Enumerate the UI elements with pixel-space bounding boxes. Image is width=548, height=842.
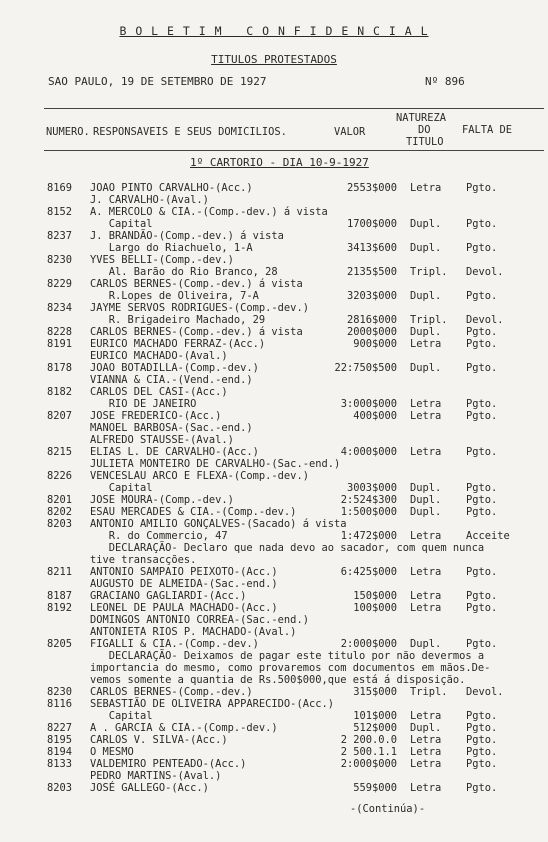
record-nature: Dupl. xyxy=(410,290,442,302)
record-value: 6:425$000 xyxy=(340,566,397,578)
record-number: 8207 xyxy=(47,410,73,422)
record-text: ALFREDO STAUSSE-(Aval.) xyxy=(90,434,234,446)
record-number: 8203 xyxy=(47,782,73,794)
record-value: 400$000 xyxy=(353,410,397,422)
record-value: 2000$000 xyxy=(346,326,397,338)
record-falta: Devol. xyxy=(466,314,504,326)
record-falta: Pgto. xyxy=(466,410,498,422)
record-number: 8228 xyxy=(47,326,73,338)
record-text: ANTONIETA RIOS P. MACHADO-(Aval.) xyxy=(90,626,297,638)
record-number: 8234 xyxy=(47,302,73,314)
record-value: 2 200.0.0 xyxy=(340,734,397,746)
record-number: 8178 xyxy=(47,362,73,374)
record-text: Capital xyxy=(90,218,153,230)
record-number: 8195 xyxy=(47,734,73,746)
record-falta: Pgto. xyxy=(466,638,498,650)
record-text: SEBASTIÃO DE OLIVEIRA APPARECIDO-(Acc.) xyxy=(90,698,334,710)
record-text: CARLOS DEL CASI-(Acc.) xyxy=(90,386,228,398)
record-number: 8201 xyxy=(47,494,73,506)
record-value: 100$000 xyxy=(353,602,397,614)
record-number: 8205 xyxy=(47,638,73,650)
record-text: CARLOS BERNES-(Comp.-dev.) á vista xyxy=(90,278,303,290)
record-falta: Pgto. xyxy=(466,782,498,794)
record-nature: Letra xyxy=(410,746,442,758)
record-text: R. do Commercio, 47 xyxy=(90,530,228,542)
record-number: 8191 xyxy=(47,338,73,350)
record-text: FIGALLI & CIA.-(Comp.-dev.) xyxy=(90,638,259,650)
record-nature: Dupl. xyxy=(410,362,442,374)
record-text: vemos somente a quantia de Rs.500$000,que está á disposição. xyxy=(90,674,466,686)
record-number: 8230 xyxy=(47,686,73,698)
record-value: 900$000 xyxy=(353,338,397,350)
record-text: ELIAS L. DE CARVALHO-(Acc.) xyxy=(90,446,259,458)
record-text: CARLOS BERNES-(Comp.-dev.) á vista xyxy=(90,326,303,338)
record-text: O MESMO xyxy=(90,746,134,758)
record-value: 2:000$000 xyxy=(340,638,397,650)
record-text: ESAU MERCADES & CIA.-(Comp.-dev.) xyxy=(90,506,297,518)
record-nature: Letra xyxy=(410,338,442,350)
section-title: 1º CARTORIO - DIA 10-9-1927 xyxy=(190,156,369,169)
record-value: 101$000 xyxy=(353,710,397,722)
record-number: 8116 xyxy=(47,698,73,710)
record-text: CARLOS BERNES-(Comp.-dev.) xyxy=(90,686,253,698)
record-number: 8192 xyxy=(47,602,73,614)
record-falta: Pgto. xyxy=(466,182,498,194)
record-nature: Letra xyxy=(410,734,442,746)
record-falta: Pgto. xyxy=(466,758,498,770)
header-rule-top xyxy=(44,108,544,109)
record-text: PEDRO MARTINS-(Aval.) xyxy=(90,770,222,782)
record-nature: Letra xyxy=(410,782,442,794)
record-value: 3:000$000 xyxy=(340,398,397,410)
record-text: R. Brigadeiro Machado, 29 xyxy=(90,314,266,326)
record-falta: Devol. xyxy=(466,266,504,278)
record-number: 8215 xyxy=(47,446,73,458)
record-number: 8203 xyxy=(47,518,73,530)
record-number: 8226 xyxy=(47,470,73,482)
record-number: 8211 xyxy=(47,566,73,578)
record-text: Largo do Riachuelo, 1-A xyxy=(90,242,253,254)
record-text: GRACIANO GAGLIARDI-(Acc.) xyxy=(90,590,247,602)
record-nature: Dupl. xyxy=(410,722,442,734)
record-text: tive transacções. xyxy=(90,554,197,566)
record-number: 8133 xyxy=(47,758,73,770)
header-rule-bottom xyxy=(44,150,544,151)
record-nature: Tripl. xyxy=(410,686,448,698)
record-nature: Dupl. xyxy=(410,242,442,254)
record-text: J. CARVALHO-(Aval.) xyxy=(90,194,209,206)
record-text: Al. Barão do Rio Branco, 28 xyxy=(90,266,278,278)
record-nature: Tripl. xyxy=(410,314,448,326)
record-value: 512$000 xyxy=(353,722,397,734)
record-text: ANTONIO AMILIO GONÇALVES-(Sacado) á vista xyxy=(90,518,347,530)
record-text: EURICO MACHADO FERRAZ-(Acc.) xyxy=(90,338,266,350)
record-falta: Pgto. xyxy=(466,338,498,350)
record-value: 22:750$500 xyxy=(334,362,397,374)
record-nature: Letra xyxy=(410,566,442,578)
record-number: 8169 xyxy=(47,182,73,194)
record-falta: Pgto. xyxy=(466,494,498,506)
record-value: 3203$000 xyxy=(346,290,397,302)
record-text: ANTONIO SAMPAIO PEIXOTO-(Acc.) xyxy=(90,566,278,578)
record-nature: Letra xyxy=(410,758,442,770)
record-text: importancia do mesmo, como provaremos com documentos em mãos.De- xyxy=(90,662,491,674)
record-text: VALDEMIRO PENTEADO-(Acc.) xyxy=(90,758,247,770)
column-header-numero: NUMERO. xyxy=(46,126,90,138)
record-nature: Dupl. xyxy=(410,638,442,650)
record-nature: Letra xyxy=(410,410,442,422)
record-text: Capital xyxy=(90,482,153,494)
subtitle: TITULOS PROTESTADOS xyxy=(211,53,337,66)
record-text: AUGUSTO DE ALMEIDA-(Sac.-end.) xyxy=(90,578,278,590)
record-nature: Dupl. xyxy=(410,506,442,518)
record-value: 2:524$300 xyxy=(340,494,397,506)
record-text: VIANNA & CIA.-(Vend.-end.) xyxy=(90,374,253,386)
record-number: 8202 xyxy=(47,506,73,518)
record-number: 8229 xyxy=(47,278,73,290)
record-text: JOSÉ GALLEGO-(Acc.) xyxy=(90,782,209,794)
record-text: Capital xyxy=(90,710,153,722)
record-value: 3413$600 xyxy=(346,242,397,254)
record-text: DECLARAÇÃO- Deixamos de pagar este titulo por não devermos a xyxy=(90,650,485,662)
record-falta: Pgto. xyxy=(466,506,498,518)
record-text: MANOEL BARBOSA-(Sac.-end.) xyxy=(90,422,253,434)
record-text: A . GARCIA & CIA.-(Comp.-dev.) xyxy=(90,722,278,734)
record-nature: Dupl. xyxy=(410,482,442,494)
record-text: CARLOS V. SILVA-(Acc.) xyxy=(90,734,228,746)
column-header-valor: VALOR xyxy=(334,126,366,138)
record-value: 4:000$000 xyxy=(340,446,397,458)
record-falta: Pgto. xyxy=(466,482,498,494)
column-header-natureza-1: NATUREZA xyxy=(396,112,447,124)
record-value: 2553$000 xyxy=(346,182,397,194)
record-nature: Dupl. xyxy=(410,218,442,230)
bulletin-title: B O L E T I M C O N F I D E N C I A L xyxy=(119,24,429,38)
bulletin-number: Nº 896 xyxy=(425,75,465,88)
record-number: 8187 xyxy=(47,590,73,602)
record-nature: Letra xyxy=(410,590,442,602)
record-value: 1:472$000 xyxy=(340,530,397,542)
column-header-responsaveis: RESPONSAVEIS E SEUS DOMICILIOS. xyxy=(93,126,287,138)
record-number: 8230 xyxy=(47,254,73,266)
record-value: 2:000$000 xyxy=(340,758,397,770)
record-nature: Dupl. xyxy=(410,326,442,338)
record-text: JOAO PINTO CARVALHO-(Acc.) xyxy=(90,182,253,194)
date-line: SAO PAULO, 19 DE SETEMBRO DE 1927 xyxy=(48,75,267,88)
record-value: 2816$000 xyxy=(346,314,397,326)
record-text: DECLARAÇÃO- Declaro que nada devo ao sacador, com quem nunca xyxy=(90,542,485,554)
record-falta: Pgto. xyxy=(466,590,498,602)
record-text: RIO DE JANEIRO xyxy=(90,398,197,410)
column-header-falta: FALTA DE xyxy=(462,124,513,136)
record-text: YVES BELLI-(Comp.-dev.) xyxy=(90,254,234,266)
record-value: 1700$000 xyxy=(346,218,397,230)
record-nature: Tripl. xyxy=(410,266,448,278)
record-nature: Letra xyxy=(410,446,442,458)
record-falta: Pgto. xyxy=(466,398,498,410)
record-falta: Pgto. xyxy=(466,722,498,734)
record-falta: Pgto. xyxy=(466,566,498,578)
record-nature: Letra xyxy=(410,398,442,410)
record-text: JOSE FREDERICO-(Acc.) xyxy=(90,410,222,422)
record-falta: Pgto. xyxy=(466,602,498,614)
record-number: 8227 xyxy=(47,722,73,734)
record-falta: Pgto. xyxy=(466,446,498,458)
record-text: JAYME SERVOS RODRIGUES-(Comp.-dev.) xyxy=(90,302,309,314)
record-falta: Pgto. xyxy=(466,326,498,338)
record-falta: Pgto. xyxy=(466,290,498,302)
record-number: 8182 xyxy=(47,386,73,398)
record-text: R.Lopes de Oliveira, 7-A xyxy=(90,290,259,302)
record-nature: Letra xyxy=(410,530,442,542)
record-value: 559$000 xyxy=(353,782,397,794)
record-falta: Pgto. xyxy=(466,734,498,746)
continua-footer: -(Continúa)- xyxy=(350,803,426,815)
record-text: EURICO MACHADO-(Aval.) xyxy=(90,350,228,362)
record-number: 8194 xyxy=(47,746,73,758)
record-falta: Pgto. xyxy=(466,710,498,722)
record-nature: Dupl. xyxy=(410,494,442,506)
record-text: JOAO BOTADILLA-(Comp.-dev.) xyxy=(90,362,259,374)
record-number: 8152 xyxy=(47,206,73,218)
record-value: 3003$000 xyxy=(346,482,397,494)
record-text: JOSE MOURA-(Comp.-dev.) xyxy=(90,494,234,506)
record-text: VENCESLAU ARCO E FLEXA-(Comp.-dev.) xyxy=(90,470,309,482)
record-nature: Letra xyxy=(410,710,442,722)
record-falta: Pgto. xyxy=(466,362,498,374)
record-value: 150$000 xyxy=(353,590,397,602)
record-falta: Pgto. xyxy=(466,746,498,758)
column-header-natureza-2: DO xyxy=(418,124,431,136)
record-falta: Acceite xyxy=(466,530,510,542)
column-header-natureza-3: TITULO xyxy=(406,136,444,148)
record-nature: Letra xyxy=(410,182,442,194)
record-value: 2 500.1.1 xyxy=(340,746,397,758)
record-value: 1:500$000 xyxy=(340,506,397,518)
record-nature: Letra xyxy=(410,602,442,614)
record-value: 2135$500 xyxy=(346,266,397,278)
record-falta: Pgto. xyxy=(466,218,498,230)
record-text: J. BRANDÃO-(Comp.-dev.) á vista xyxy=(90,230,284,242)
record-falta: Pgto. xyxy=(466,242,498,254)
record-value: 315$000 xyxy=(353,686,397,698)
record-text: JULIETA MONTEIRO DE CARVALHO-(Sac.-end.) xyxy=(90,458,341,470)
record-falta: Devol. xyxy=(466,686,504,698)
record-text: DOMINGOS ANTONIO CORREA-(Sac.-end.) xyxy=(90,614,309,626)
record-text: LEONEL DE PAULA MACHADO-(Acc.) xyxy=(90,602,278,614)
record-number: 8237 xyxy=(47,230,73,242)
record-text: A. MERCOLO & CIA.-(Comp.-dev.) á vista xyxy=(90,206,328,218)
